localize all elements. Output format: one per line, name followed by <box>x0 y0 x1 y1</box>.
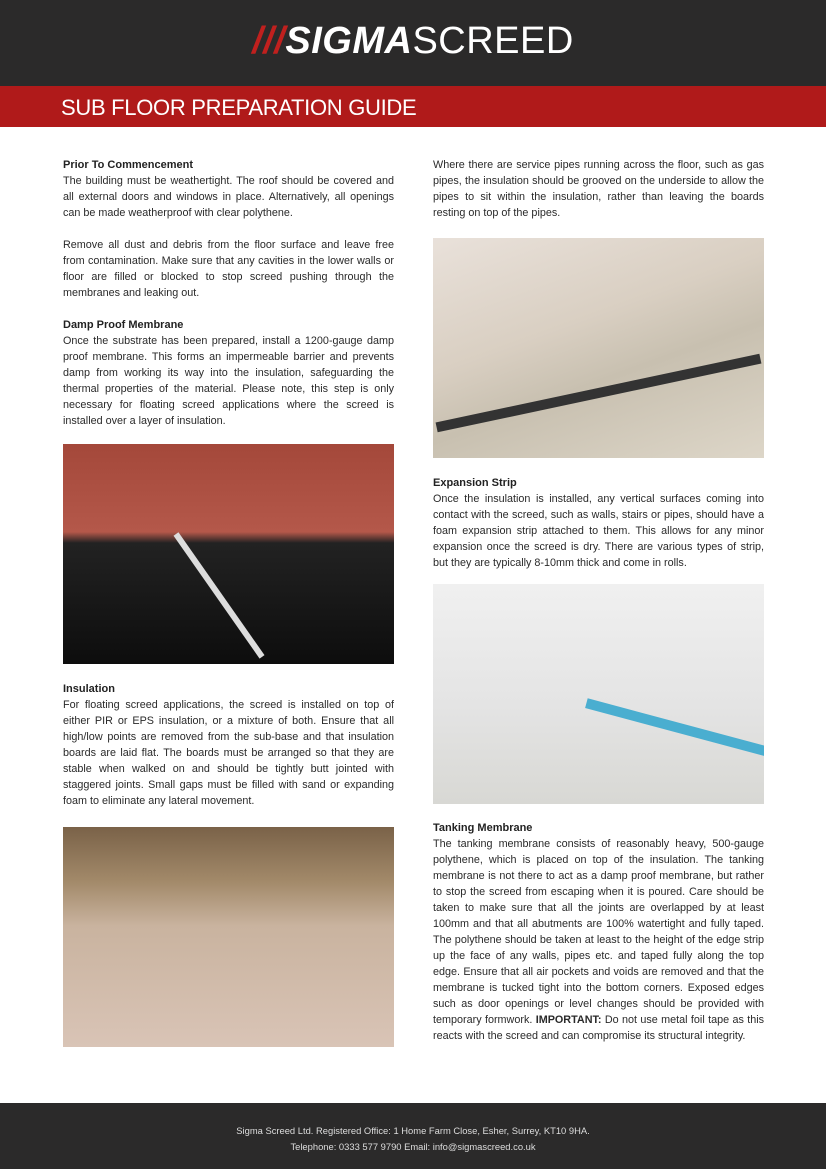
heading-prior: Prior To Commencement <box>63 159 193 171</box>
header <box>0 0 826 86</box>
paragraph: Once the insulation is installed, any vertical surfaces coming into contact with the screed, such as walls, stairs or pipes, should have a foam expansion strip attached to them. This allows for any minor expansion once the screed is dry. There are various types of strip, but they are typically 8-10mm thick and come in rolls. <box>433 493 764 569</box>
heading-tanking: Tanking Membrane <box>433 822 533 834</box>
section-expansion <box>433 475 764 571</box>
paragraph: The tanking membrane consists of reasonably heavy, 500-gauge polythene, which is placed on top of the insulation. The tanking membrane is not there to act as a damp proof membrane, but rather to stop the screed from escaping when it is poured. Care should be taken to make sure that all the joints are overlapped by at least 100mm and that all abutments are 100% watertight and fully taped. The polythene should be taken at least to the height of the edge strip up the face of any walls, pipes etc. and taped fully along the top edge. Ensure that all air pockets and voids are removed and that the membrane is tucked tight into the bottom corners. Exposed edges such as door openings or level changes should be provided with temporary formwork. IMPORTANT: Do not use metal foil tape as this reacts with the screed and can compromise its structural integrity. <box>433 838 765 1042</box>
sigma-screed-logo: ///SIGMASCREED <box>252 20 574 62</box>
section-prior <box>63 157 394 429</box>
heading-insulation: Insulation <box>63 683 115 695</box>
footer: Sigma Screed Ltd. Registered Office: 1 Home Farm Close, Esher, Surrey, KT10 9HA. Telephone: 0333 577 9790 Email: info@sigmascreed.co.uk <box>0 1103 826 1169</box>
page-title: SUB FLOOR PREPARATION GUIDE <box>61 95 417 120</box>
section-insulation <box>63 681 394 809</box>
heading-dpm: Damp Proof Membrane <box>63 319 184 331</box>
paragraph: Once the substrate has been prepared, install a 1200-gauge damp proof membrane. This forms an impermeable barrier and prevents damp from working its way into the insulation, safeguarding the thermal properties of the material. Please note, this step is only necessary for floating screed applications where the screed is installed over a layer of insulation. <box>63 335 394 427</box>
section-pipes <box>433 157 764 221</box>
insulation-photo <box>63 827 394 1047</box>
important-label: IMPORTANT: <box>535 1014 602 1026</box>
paragraph: For floating screed applications, the screed is installed on top of either PIR or EPS insulation, or a mixture of both. Ensure that all high/low points are removed from the sub-base and that insulation boards are laid flat. The boards must be arranged so that they are stable when walked on and should be tightly butt jointed with staggered joints. Small gaps must be filled with sand or expanding foam to eliminate any lateral movement. <box>63 699 394 807</box>
title-band <box>0 86 826 127</box>
section-tanking <box>433 820 764 1044</box>
expansion-strip-photo <box>433 584 764 804</box>
pipes-photo <box>433 238 764 458</box>
paragraph: Remove all dust and debris from the floor surface and leave free from contamination. Make sure that any cavities in the lower walls or floor are filled or blocked to stop screed pushing through the membranes and leaking out. <box>63 239 394 299</box>
heading-expansion: Expansion Strip <box>433 477 517 489</box>
dpm-photo <box>63 444 394 664</box>
paragraph: Where there are service pipes running across the floor, such as gas pipes, the insulation should be grooved on the underside to allow the pipes to sit within the insulation, rather than leaving the boards resting on top of the pipes. <box>433 159 764 219</box>
paragraph: The building must be weathertight. The roof should be covered and all external doors and windows in place. Alternatively, all openings can be made weatherproof with clear polythene. <box>63 175 394 219</box>
